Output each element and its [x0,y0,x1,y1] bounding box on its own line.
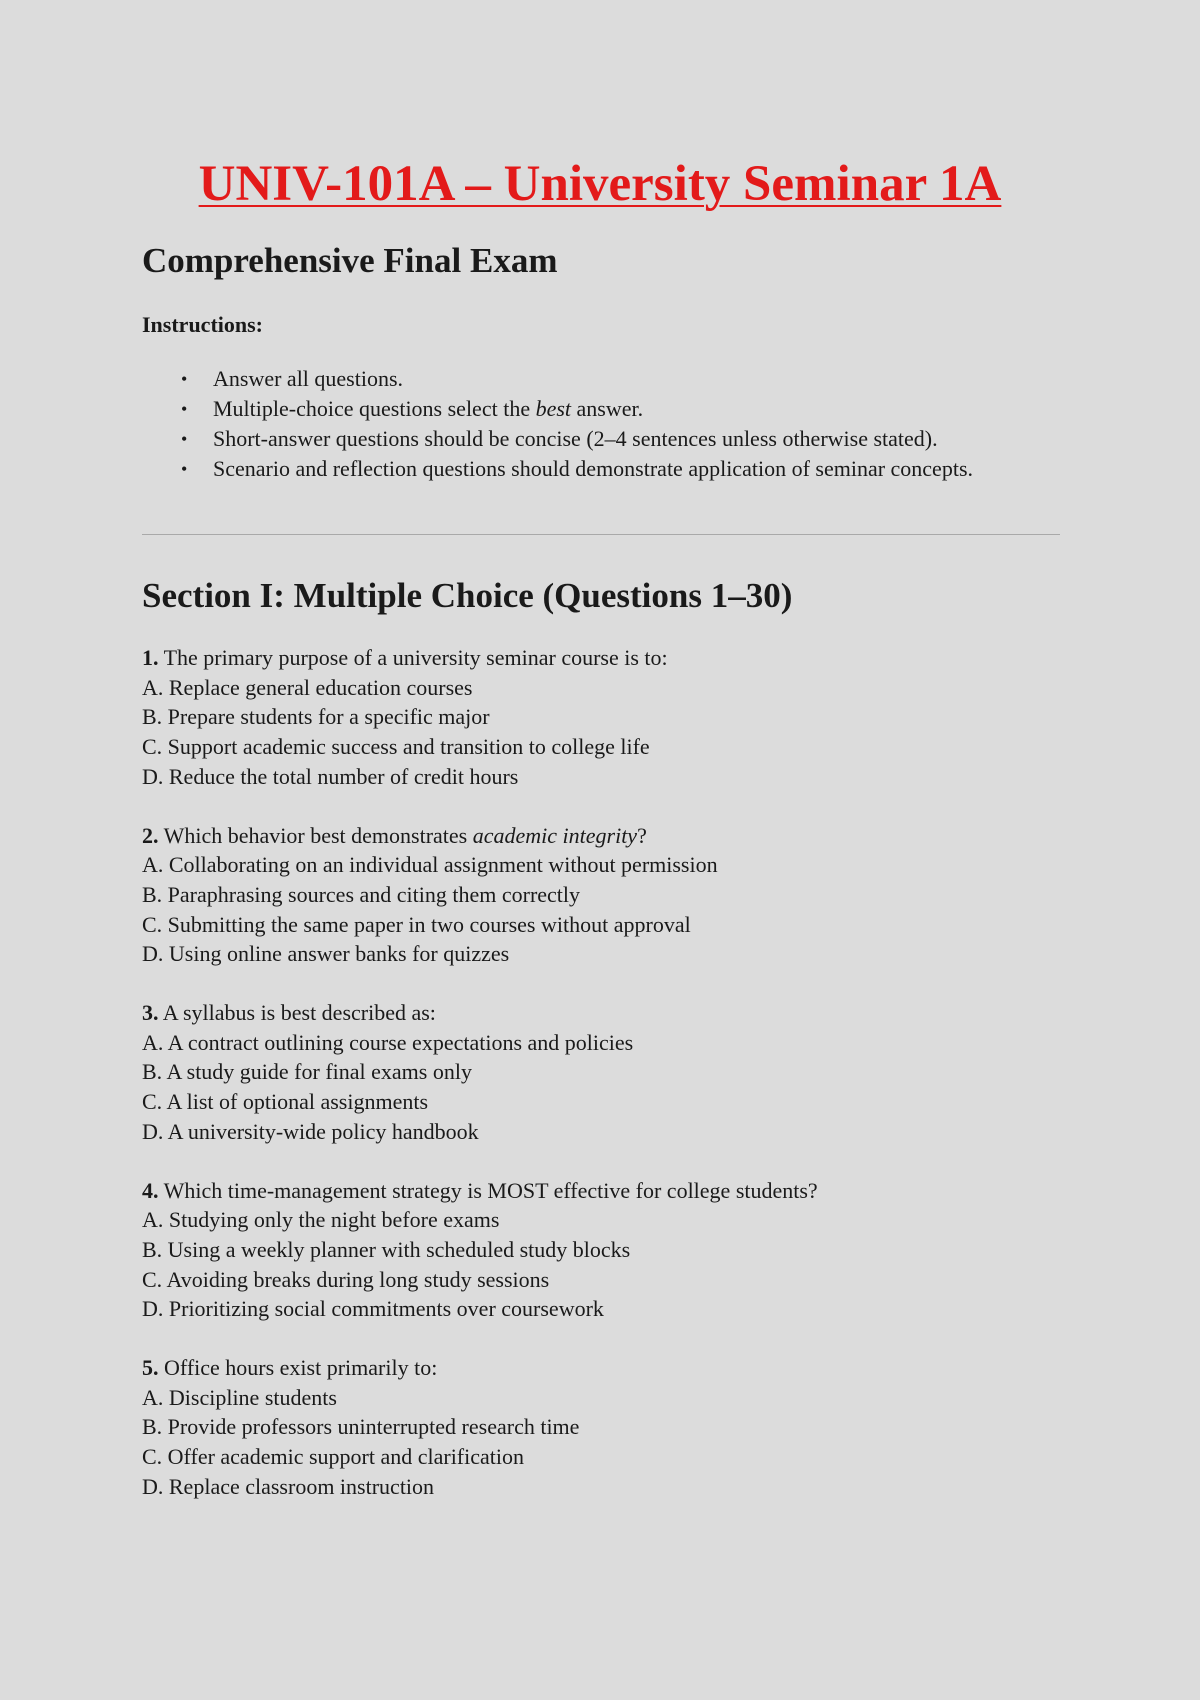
question-item [142,1353,1058,1502]
bullet-icon: • [181,399,188,419]
exam-title: Comprehensive Final Exam [142,241,558,280]
instructions-heading: Instructions: [142,312,264,337]
question-item [142,998,1058,1147]
question-text-end: ? [637,822,647,848]
instruction-item [181,394,1058,424]
answer-option: D. Prioritizing social commitments over coursework [142,1296,604,1322]
questions-list [142,643,1058,1502]
section-divider [142,534,1060,535]
answer-option: D. A university-wide policy handbook [142,1118,479,1144]
answer-option: B. Prepare students for a specific major [142,704,490,730]
answer-option: C. Support academic success and transition to college life [142,734,650,760]
question-number: 3. [142,1000,159,1026]
question-emphasis: academic integrity [472,822,638,848]
answer-option: A. Collaborating on an individual assignment without permission [142,852,718,878]
bullet-icon: • [181,429,188,449]
bullet-icon: • [181,459,188,479]
answer-option: A. Studying only the night before exams [142,1207,500,1233]
instructions-list [142,364,1058,484]
question-prompt [142,1176,1058,1206]
answer-option: C. Submitting the same paper in two courses without approval [142,911,691,937]
question-text: The primary purpose of a university seminar course is to: [158,645,668,670]
answer-option: A. Replace general education courses [142,674,473,700]
answer-option: A. Discipline students [142,1384,337,1410]
instruction-text: Answer all questions. [213,366,404,391]
question-number: 1. [142,645,159,670]
question-text: Office hours exist primarily to: [158,1355,438,1381]
question-text: Which time-management strategy is MOST effective for college students? [158,1177,818,1203]
question-item [142,1176,1058,1325]
course-title: UNIV-101A – University Seminar 1A [198,156,1002,212]
question-item [142,821,1058,970]
answer-option: D. Replace classroom instruction [142,1473,435,1499]
question-prompt [142,1353,1058,1383]
answer-option: D. Using online answer banks for quizzes [142,941,510,967]
question-text-start: Which behavior best demonstrates [158,822,473,848]
question-number: 5. [142,1355,159,1381]
instruction-text-start: Multiple-choice questions select the [213,396,536,421]
instruction-text: Scenario and reflection questions should demonstrate application of seminar concepts. [213,456,973,481]
answer-option: C. Avoiding breaks during long study sessions [142,1266,550,1292]
instruction-item [181,364,1058,394]
instruction-item [181,454,1058,484]
question-number: 4. [142,1177,159,1203]
question-prompt [142,821,1058,851]
answer-option: B. Provide professors uninterrupted research time [142,1414,580,1440]
bullet-icon: • [181,369,188,389]
answer-option: A. A contract outlining course expectations and policies [142,1029,634,1055]
question-number: 2. [142,822,159,848]
answer-option: D. Reduce the total number of credit hours [142,763,519,789]
instruction-text: Short-answer questions should be concise (2–4 sentences unless otherwise stated). [213,426,938,451]
instruction-emphasis: best [535,396,572,421]
instruction-text-end: answer. [571,396,644,421]
answer-option: C. A list of optional assignments [142,1089,429,1115]
answer-option: B. A study guide for final exams only [142,1059,472,1085]
question-prompt [142,998,1058,1028]
answer-option: B. Paraphrasing sources and citing them correctly [142,881,581,907]
answer-option: B. Using a weekly planner with scheduled study blocks [142,1236,631,1262]
section-title: Section I: Multiple Choice (Questions 1–30) [142,576,793,615]
answer-option: C. Offer academic support and clarification [142,1444,524,1470]
question-text: A syllabus is best described as: [158,1000,436,1026]
question-item [142,643,1058,792]
question-prompt [142,643,1058,673]
instruction-item [181,424,1058,454]
